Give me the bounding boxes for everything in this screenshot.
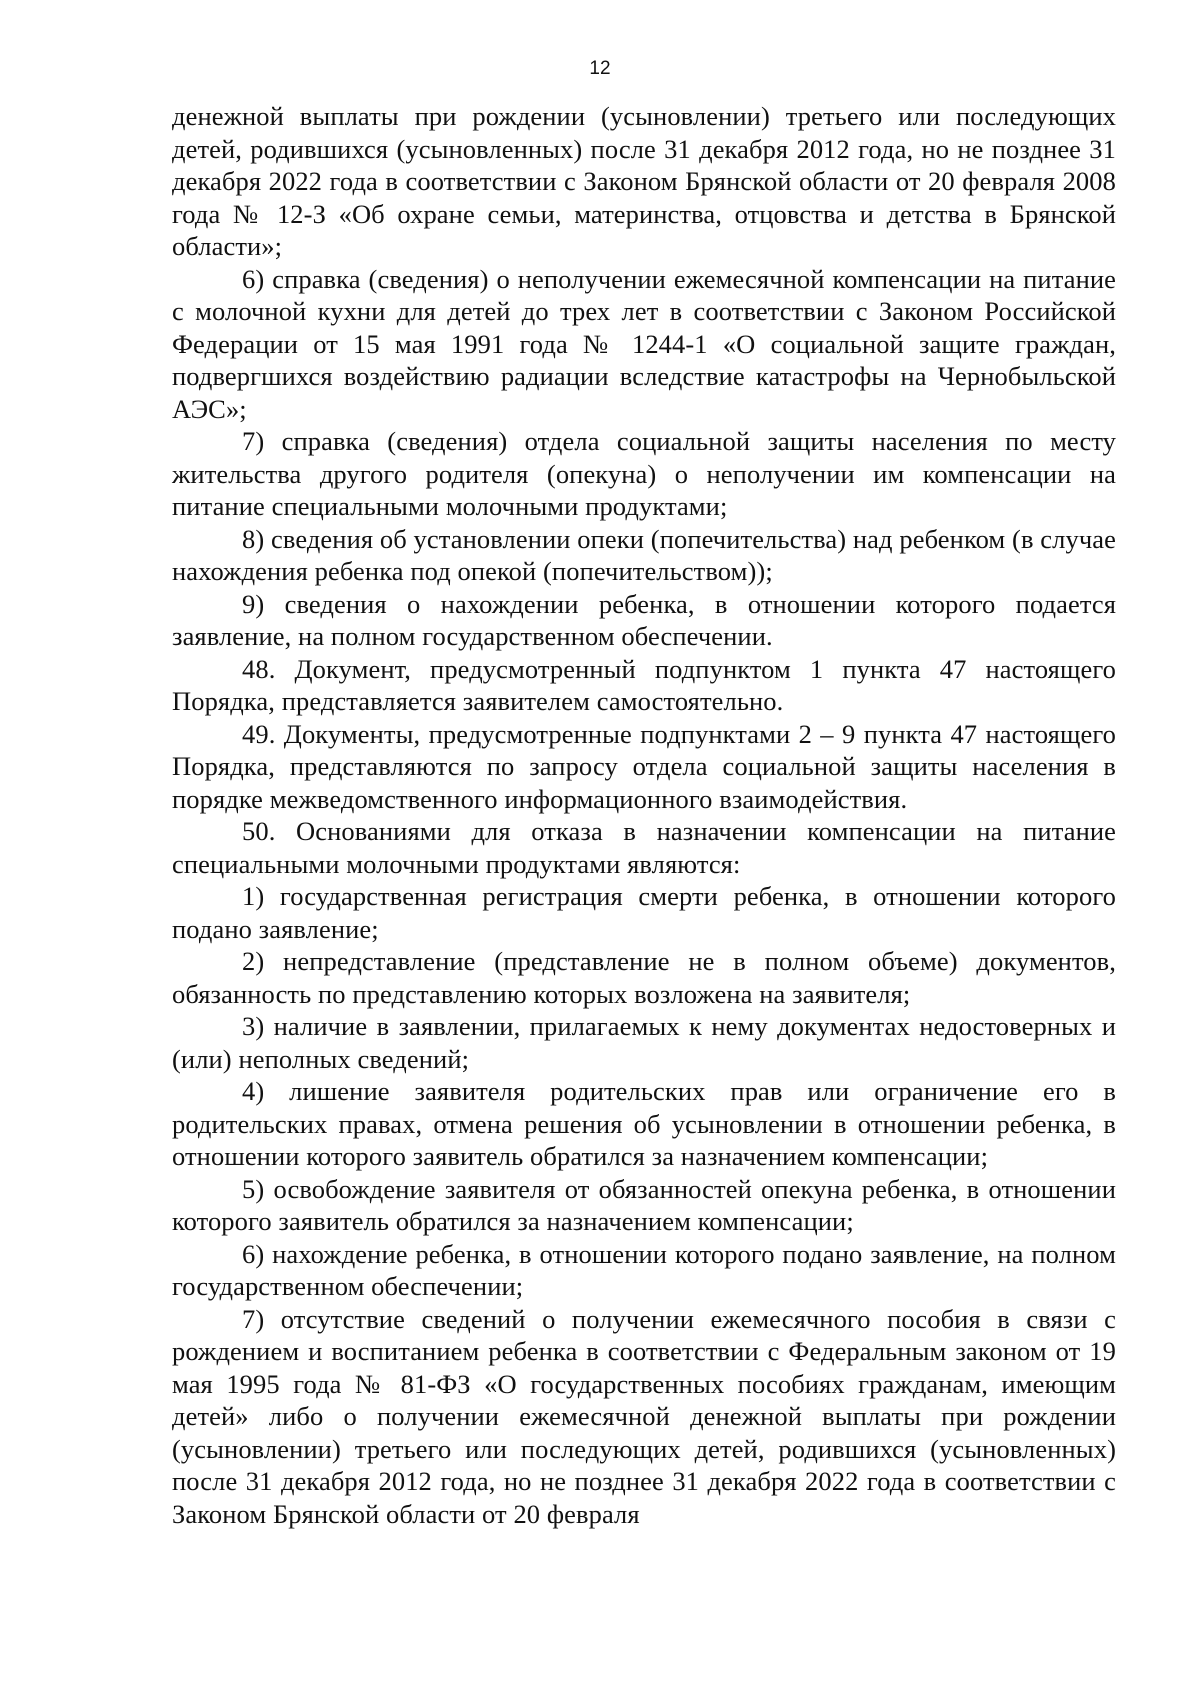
paragraph-continuation: денежной выплаты при рождении (усыновлении) третьего или последующих детей, родившихся (усыновленных) после 31 декабря 2012 года, но не позднее 31 декабря 2022 года в соответствии с Законом Брянской области от 20 февраля 2008 года № 12-З «Об охране семьи, материнства, отцовства и детства в Брянской области»; bbox=[172, 101, 1116, 261]
refusal-ground-1: 1) государственная регистрация смерти ребенка, в отношении которого подано заявление; bbox=[172, 881, 1116, 944]
refusal-ground-6: 6) нахождение ребенка, в отношении которого подано заявление, на полном государственном обеспечении; bbox=[172, 1238, 1116, 1301]
refusal-ground-2: 2) непредставление (представление не в полном объеме) документов, обязанность по представлению которых возложена на заявителя; bbox=[172, 946, 1116, 1009]
page-number: 12 bbox=[589, 58, 611, 79]
refusal-ground-7: 7) отсутствие сведений о получении ежемесячного пособия в связи с рождением и воспитанием ребенка в соответствии с Федеральным законом от 19 мая 1995 года № 81-ФЗ «О государственных пособиях гражданам, имеющим детей» либо о получении ежемесячной денежной выплаты при рождении (усыновлении) третьего или последующих детей, родившихся (усыновленных) после 31 декабря 2012 года, но не позднее 31 декабря 2022 года в соответствии с Законом Брянской области от 20 февраля bbox=[172, 1303, 1116, 1529]
refusal-ground-3: 3) наличие в заявлении, прилагаемых к нему документах недостоверных и (или) неполных сведений; bbox=[172, 1011, 1116, 1074]
list-item-9-state-support: 9) сведения о нахождении ребенка, в отношении которого подается заявление, на полном государственном обеспечении. bbox=[172, 588, 1116, 651]
refusal-ground-5: 5) освобождение заявителя от обязанностей опекуна ребенка, в отношении которого заявитель обратился за назначением компенсации; bbox=[172, 1173, 1116, 1236]
list-item-6-certificate-milk-kitchen: 6) справка (сведения) о неполучении ежемесячной компенсации на питание с молочной кухни для детей до трех лет в соответствии с Законом Российской Федерации от 15 мая 1991 года № 1244-1 «О социальной защите граждан, подвергшихся воздействию радиации вследствие катастрофы на Чернобыльской АЭС»; bbox=[172, 263, 1116, 424]
clause-49: 49. Документы, предусмотренные подпунктами 2 – 9 пункта 47 настоящего Порядка, представляются по запросу отдела социальной защиты населения в порядке межведомственного информационного взаимодействия. bbox=[172, 718, 1116, 814]
document-body bbox=[172, 100, 1116, 1530]
list-item-8-guardianship: 8) сведения об установлении опеки (попечительства) над ребенком (в случае нахождения ребенка под опекой (попечительством)); bbox=[172, 523, 1116, 586]
list-item-7-certificate-other-parent: 7) справка (сведения) отдела социальной защиты населения по месту жительства другого родителя (опекуна) о неполучении им компенсации на питание специальными молочными продуктами; bbox=[172, 426, 1116, 521]
clause-50: 50. Основаниями для отказа в назначении компенсации на питание специальными молочными продуктами являются: bbox=[172, 816, 1116, 879]
refusal-ground-4: 4) лишение заявителя родительских прав или ограничение его в родительских правах, отмена решения об усыновлении в отношении ребенка, в отношении которого заявитель обратился за назначением компенсации; bbox=[172, 1076, 1116, 1171]
clause-48: 48. Документ, предусмотренный подпунктом 1 пункта 47 настоящего Порядка, представляется заявителем самостоятельно. bbox=[172, 653, 1116, 716]
